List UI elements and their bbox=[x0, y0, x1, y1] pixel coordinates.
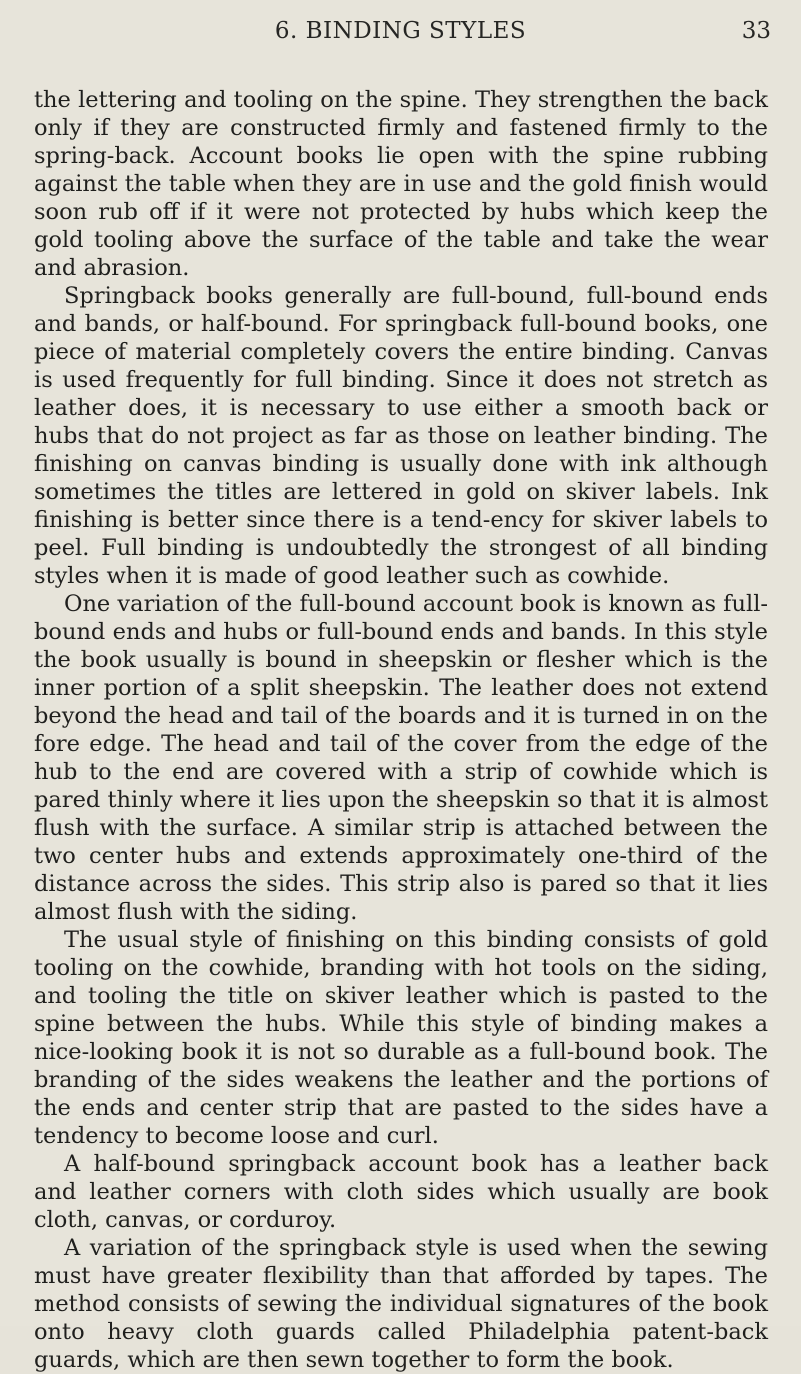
paragraph: A half-bound springback account book has a leather back and leather corners with cloth sides which usually are book cloth, canvas, or corduroy. bbox=[34, 1151, 768, 1233]
paragraph: One variation of the full-bound account book is known as full-bound ends and hubs or full-bound ends and bands. In this style the book usually is bound in sheepskin or flesher which is the inner portion of a split sheepskin. The leather does not extend beyond the head and tail of the boards and it is turned in on the fore edge. The head and tail of the cover from the edge of the hub to the end are covered with a strip of cowhide which is pared thinly where it lies upon the sheepskin so that it is almost flush with the surface. A similar strip is attached between the two center hubs and extends approximately one-third of the distance across the sides. This strip also is pared so that it lies almost flush with the siding. bbox=[34, 591, 768, 925]
page-number: 33 bbox=[741, 18, 771, 44]
paragraph-continuation: the lettering and tooling on the spine. They strengthen the back only if they are constructed firmly and fastened firmly to the spring-back. Account books lie open with the spine rubbing against the table when they are in use and the gold finish would soon rub off if it were not protected by hubs which keep the gold tooling above the surface of the table and take the wear and abrasion. bbox=[34, 87, 768, 281]
body-text bbox=[34, 86, 768, 1374]
running-title: 6. BINDING STYLES bbox=[274, 18, 527, 44]
running-head bbox=[0, 18, 801, 58]
paragraph: A variation of the springback style is used when the sewing must have greater flexibility than that afforded by tapes. The method consists of sewing the individual signatures of the book onto heavy cloth guards called Philadelphia patent-back guards, which are then sewn together to form the book. bbox=[34, 1235, 768, 1373]
paragraph: Springback books generally are full-bound, full-bound ends and bands, or half-bound. For springback full-bound books, one piece of material completely covers the entire binding. Canvas is used frequently for full binding. Since it does not stretch as leather does, it is necessary to use either a smooth back or hubs that do not project as far as those on leather binding. The finishing on canvas binding is usually done with ink although sometimes the titles are lettered in gold on skiver labels. Ink finishing is better since there is a tend-ency for skiver labels to peel. Full binding is undoubtedly the strongest of all binding styles when it is made of good leather such as cowhide. bbox=[34, 283, 768, 589]
paragraph: The usual style of finishing on this binding consists of gold tooling on the cowhide, branding with hot tools on the siding, and tooling the title on skiver leather which is pasted to the spine between the hubs. While this style of binding makes a nice-looking book it is not so durable as a full-bound book. The branding of the sides weakens the leather and the portions of the ends and center strip that are pasted to the sides have a tendency to become loose and curl. bbox=[34, 927, 768, 1149]
